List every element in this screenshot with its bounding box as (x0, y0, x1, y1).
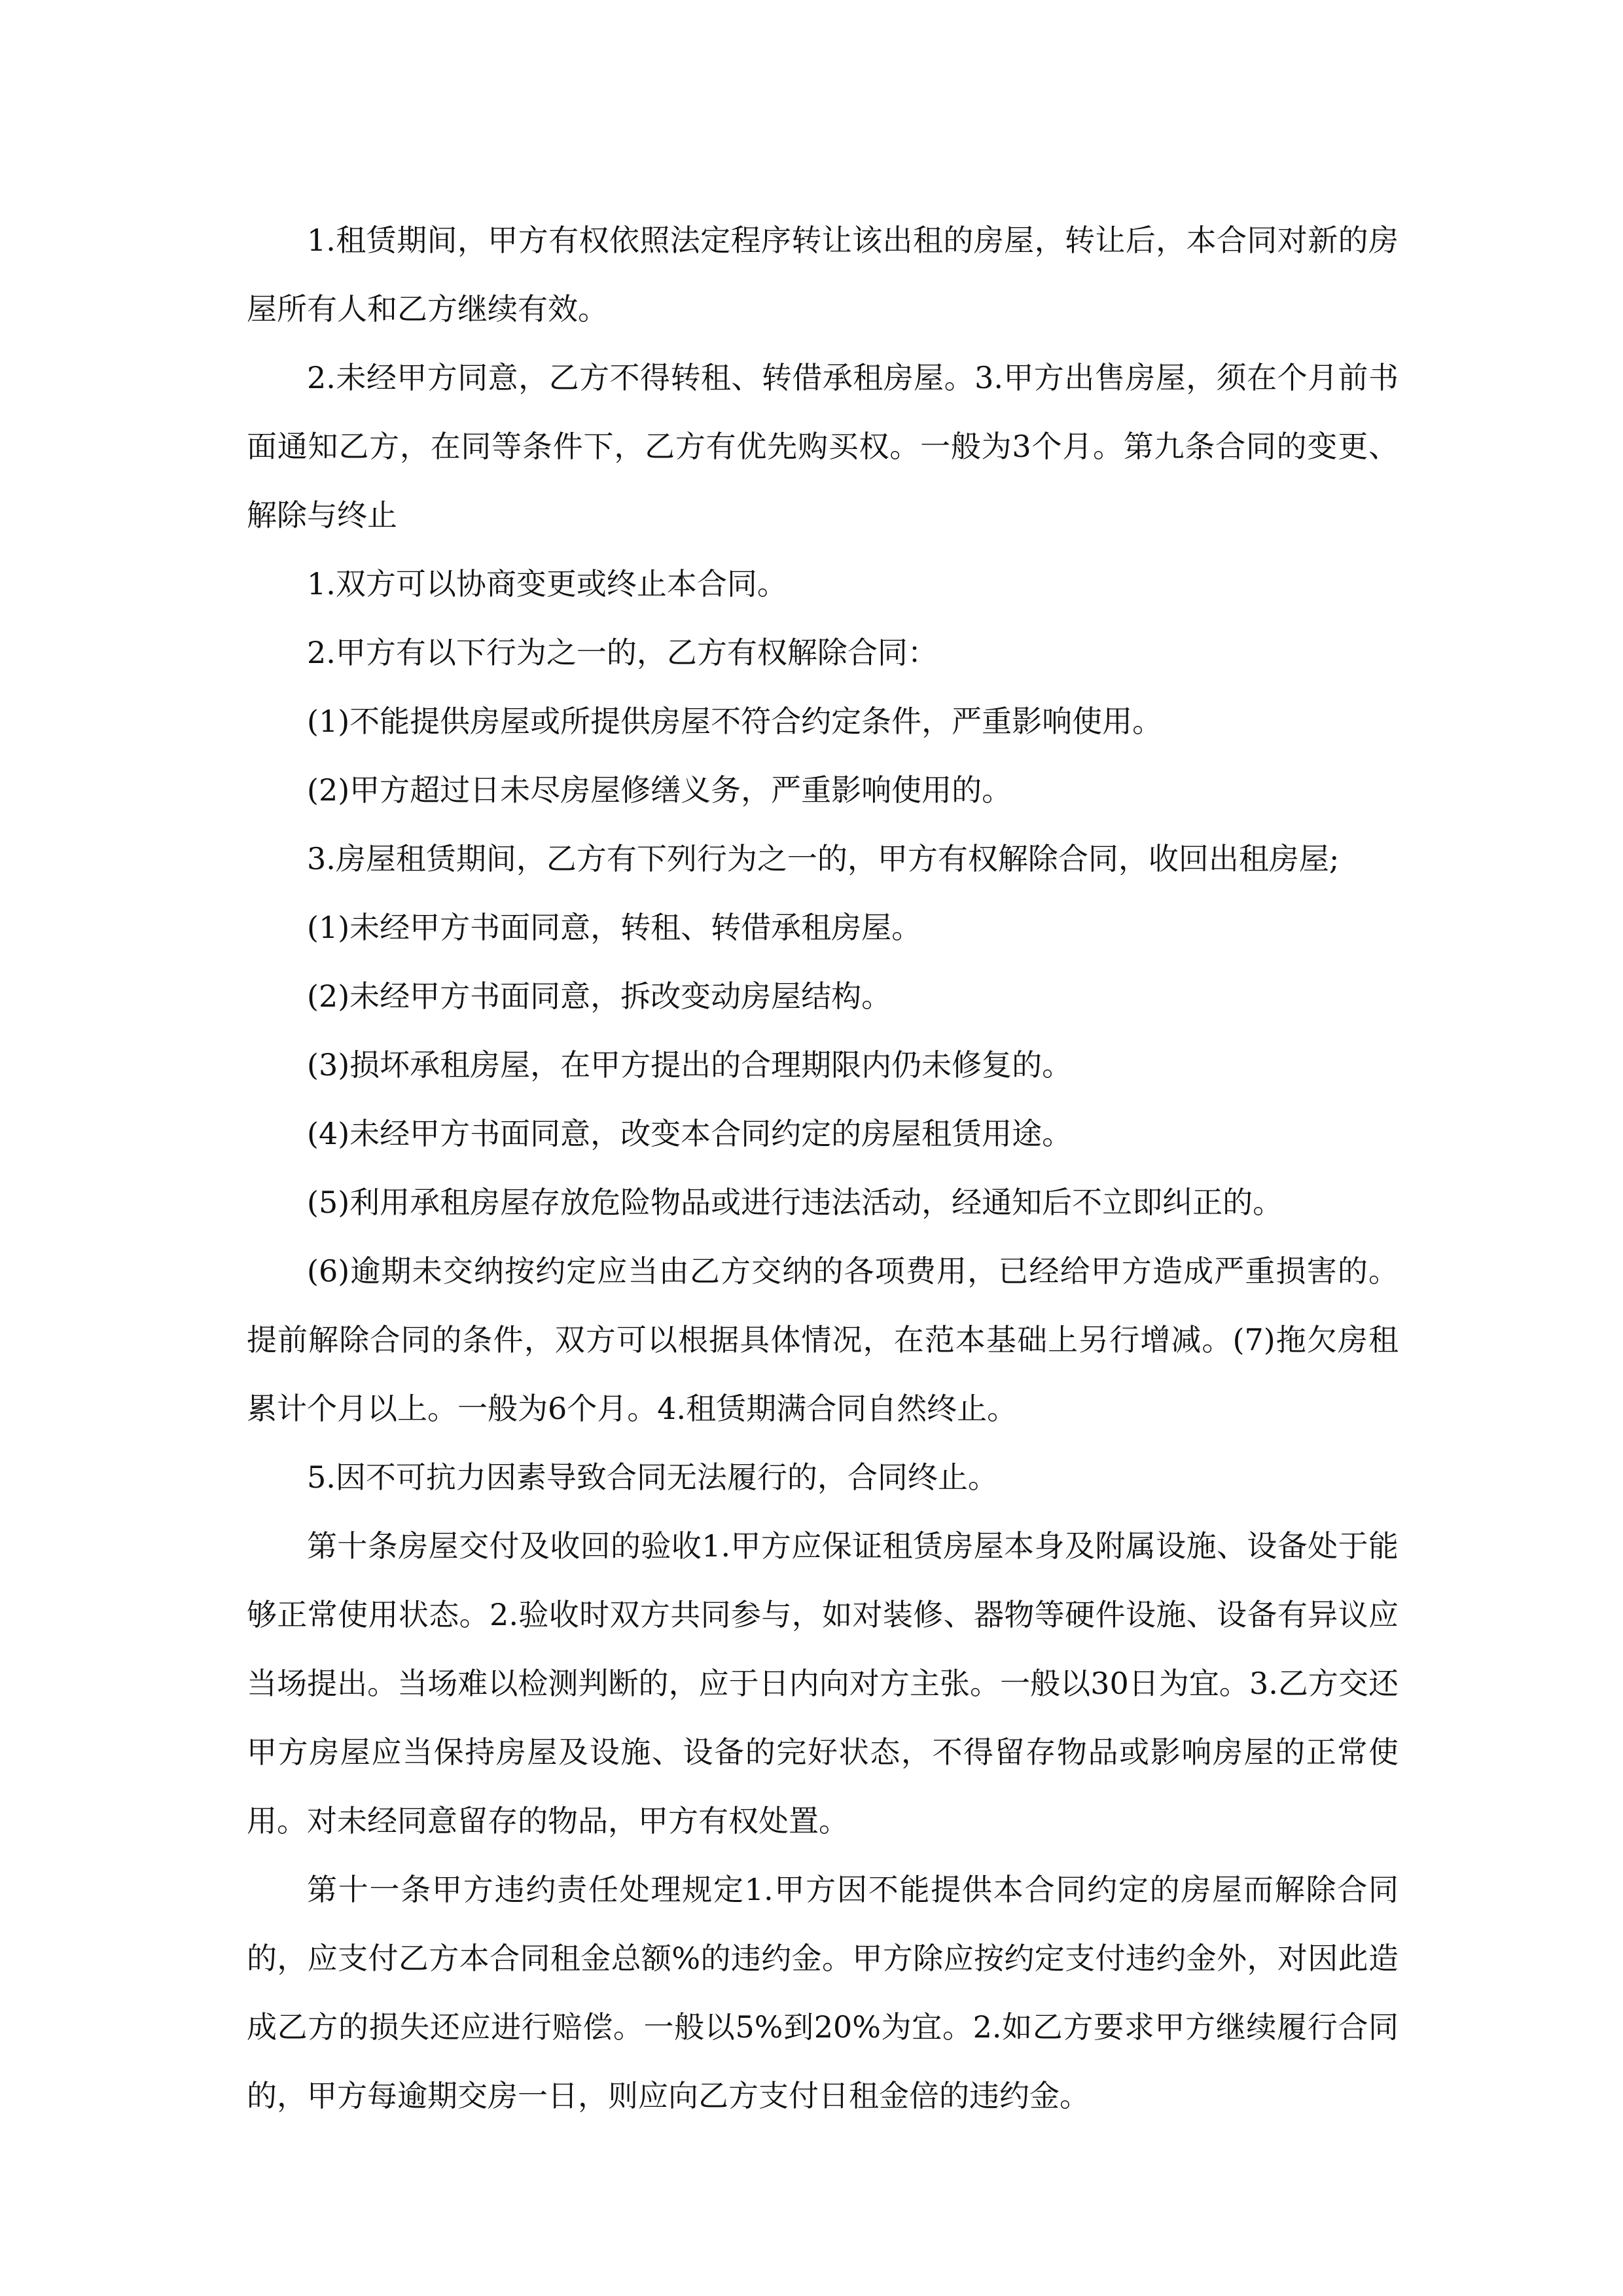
paragraph: 1.双方可以协商变更或终止本合同。 (307, 566, 787, 601)
paragraph: (5)利用承租房屋存放危险物品或进行违法活动，经通知后不立即纠正的。 (307, 1185, 1283, 1220)
paragraph: (1)未经甲方书面同意，转租、转借承租房屋。 (307, 910, 922, 945)
paragraph: (6)逾期未交纳按约定应当由乙方交纳的各项费用，已经给甲方造成严重损害的。提前解除合同的条件，双方可以根据具体情况，在范本基础上另行增减。(7)拖欠房租累计个月以上。一般为6个月。4.租赁期满合同自然终止。 (247, 1253, 1399, 1426)
paragraph: (3)损坏承租房屋，在甲方提出的合理期限内仍未修复的。 (307, 1047, 1073, 1083)
paragraph: 2.未经甲方同意，乙方不得转租、转借承租房屋。3.甲方出售房屋，须在个月前书面通知乙方，在同等条件下，乙方有优先购买权。一般为3个月。第九条合同的变更、解除与终止 (247, 360, 1399, 533)
paragraph: 第十条房屋交付及收回的验收1.甲方应保证租赁房屋本身及附属设施、设备处于能够正常使用状态。2.验收时双方共同参与，如对装修、器物等硬件设施、设备有异议应当场提出。当场难以检测判断的，应于日内向对方主张。一般以30日为宜。3.乙方交还甲方房屋应当保持房屋及设施、设备的完好状态，不得留存物品或影响房屋的正常使用。对未经同意留存的物品，甲方有权处置。 (247, 1528, 1399, 1839)
paragraph: 5.因不可抗力因素导致合同无法履行的，合同终止。 (307, 1460, 998, 1495)
paragraph: (4)未经甲方书面同意，改变本合同约定的房屋租赁用途。 (307, 1116, 1073, 1151)
paragraph: 2.甲方有以下行为之一的，乙方有权解除合同： (307, 635, 938, 670)
paragraph: (2)甲方超过日未尽房屋修缮义务，严重影响使用的。 (307, 772, 1012, 808)
paragraph: (1)不能提供房屋或所提供房屋不符合约定条件，严重影响使用。 (307, 704, 1163, 739)
paragraph: 1.租赁期间，甲方有权依照法定程序转让该出租的房屋，转让后，本合同对新的房屋所有人和乙方继续有效。 (247, 223, 1399, 327)
paragraph: (2)未经甲方书面同意，拆改变动房屋结构。 (307, 978, 892, 1014)
document-body (247, 206, 1399, 2130)
paragraph: 第十一条甲方违约责任处理规定1.甲方因不能提供本合同约定的房屋而解除合同的，应支付乙方本合同租金总额%的违约金。甲方除应按约定支付违约金外，对因此造成乙方的损失还应进行赔偿。一般以5%到20%为宜。2.如乙方要求甲方继续履行合同的，甲方每逾期交房一日，则应向乙方支付日租金倍的违约金。 (247, 1872, 1399, 2113)
paragraph: 3.房屋租赁期间，乙方有下列行为之一的，甲方有权解除合同，收回出租房屋; (307, 841, 1340, 876)
